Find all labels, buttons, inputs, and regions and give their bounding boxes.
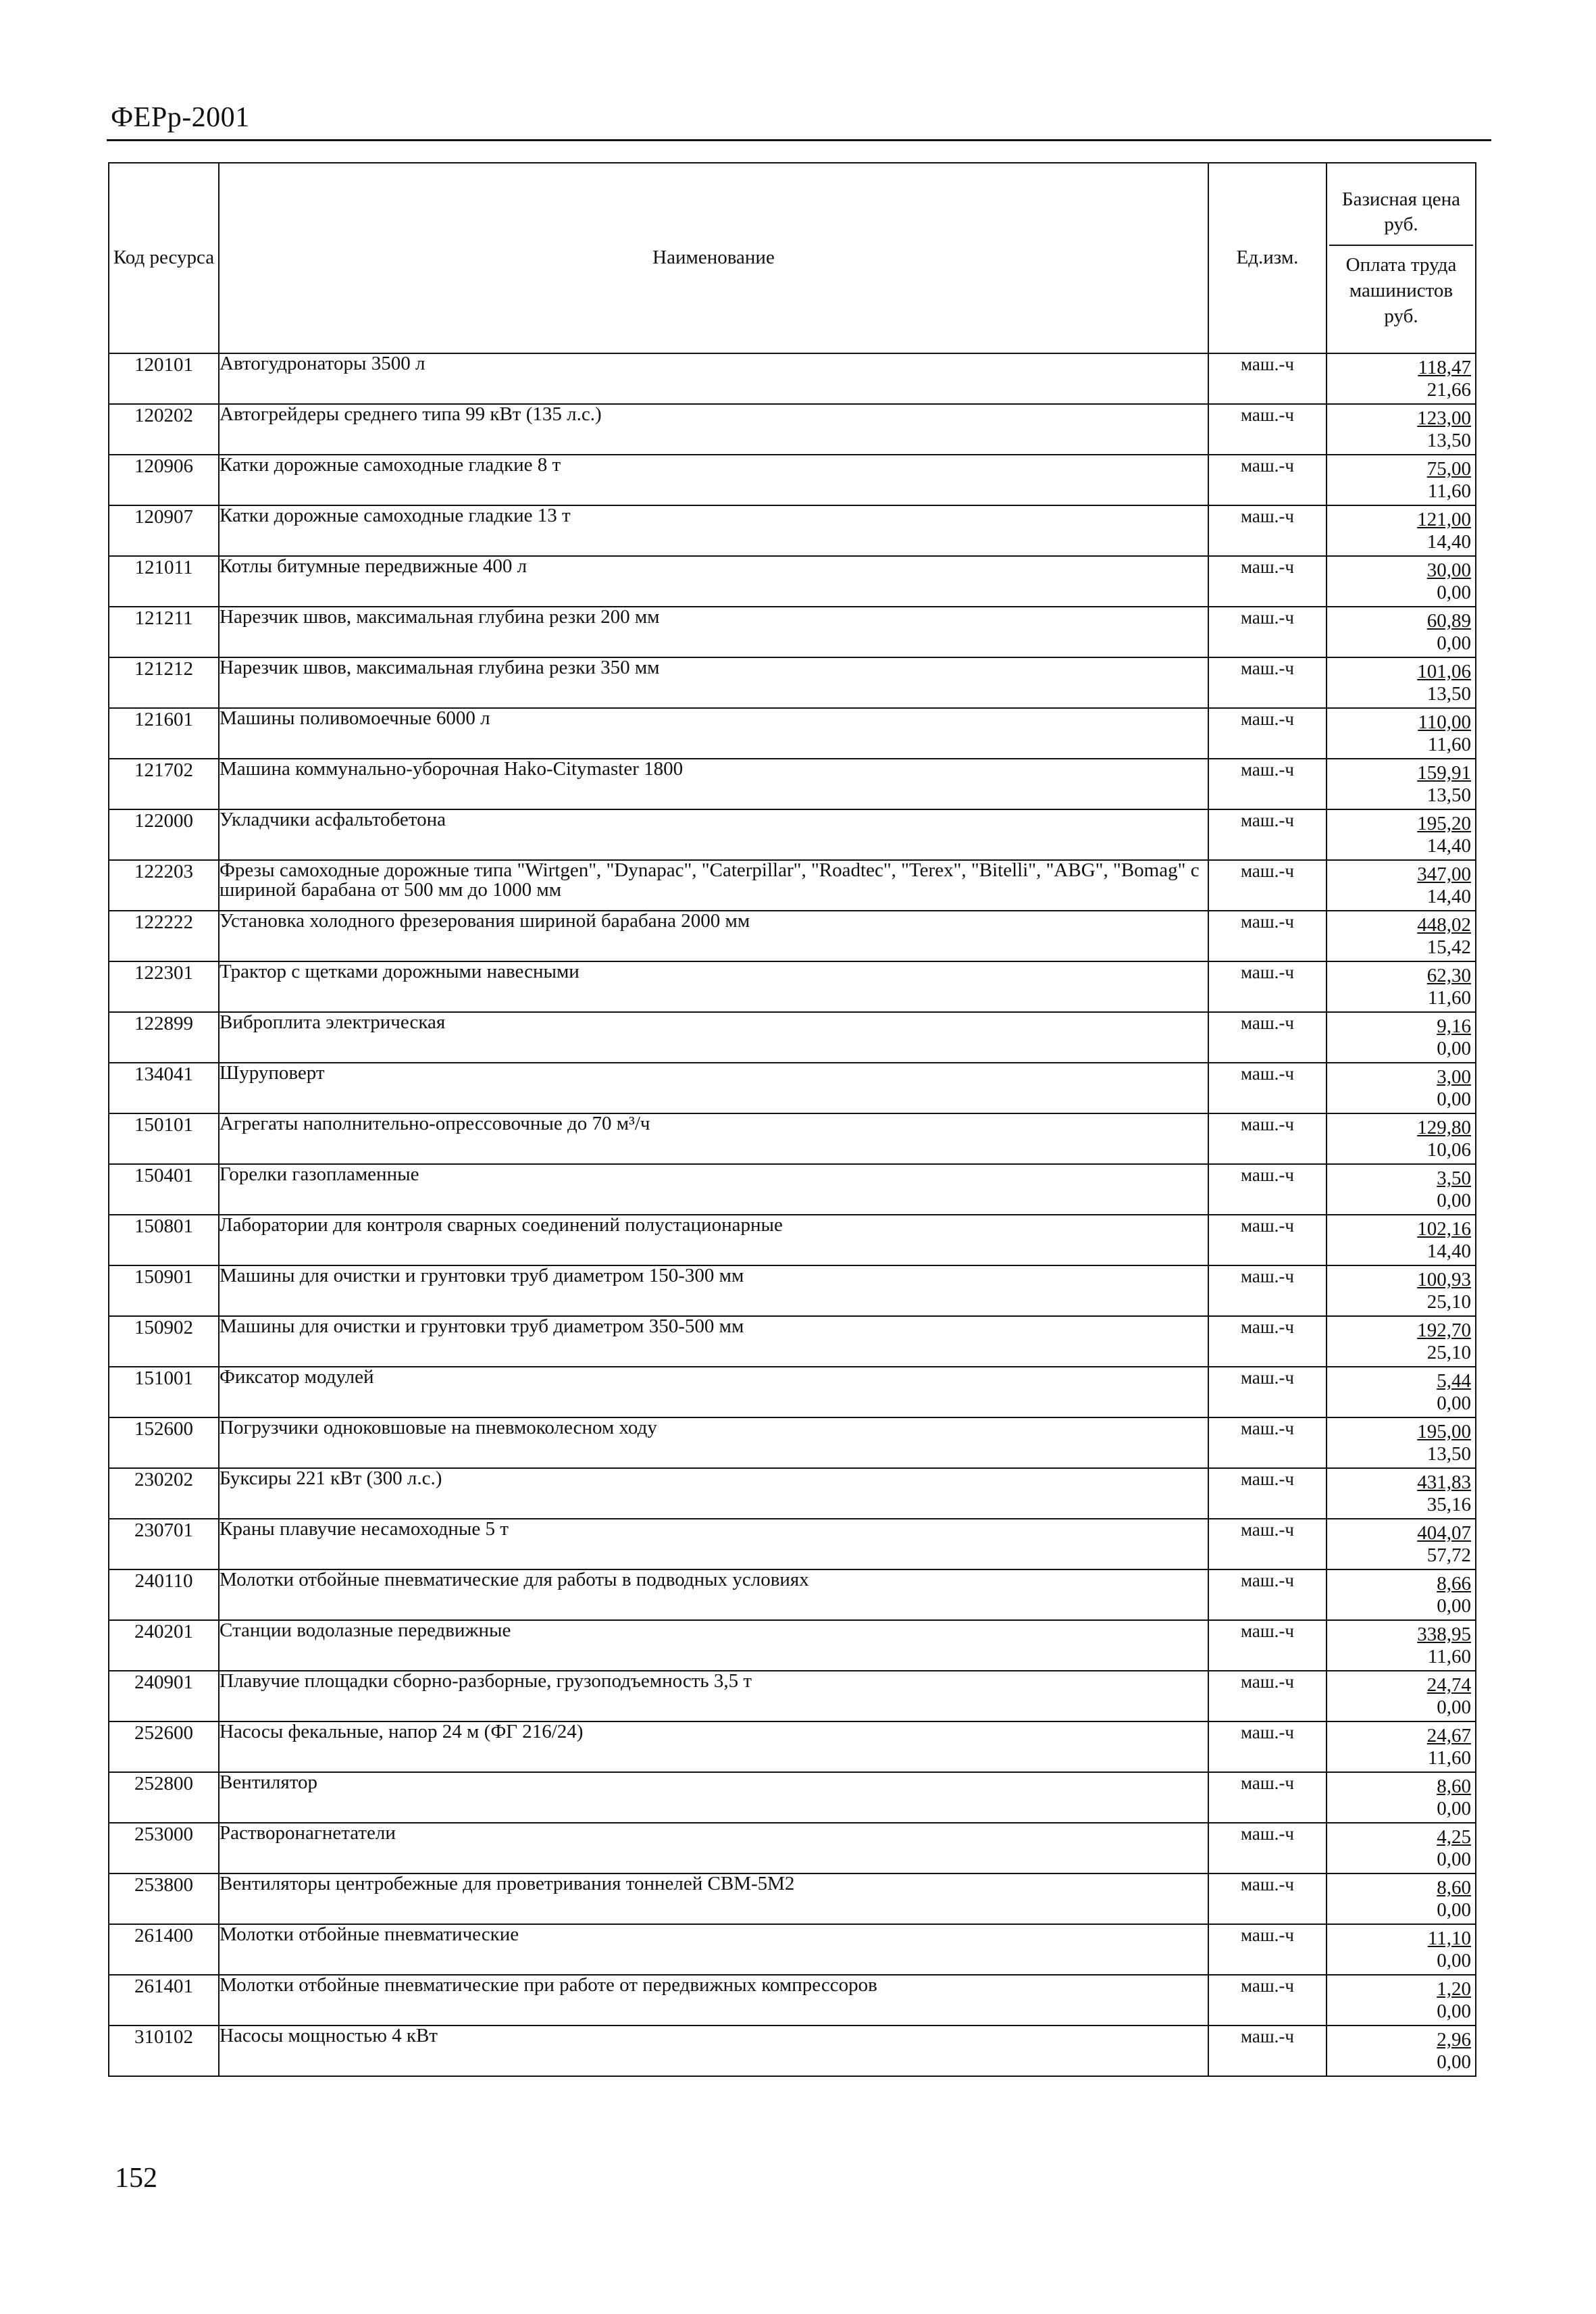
resource-code: 152600 bbox=[109, 1417, 219, 1468]
table-row bbox=[109, 1823, 1476, 1873]
table-row bbox=[109, 1113, 1476, 1164]
labor-cost: 11,60 bbox=[1427, 734, 1471, 756]
resource-price-cell bbox=[1327, 1519, 1476, 1569]
table-row bbox=[109, 759, 1476, 809]
resource-code: 121011 bbox=[109, 556, 219, 607]
table-row bbox=[109, 455, 1476, 505]
resource-name: Буксиры 221 кВт (300 л.с.) bbox=[219, 1468, 1208, 1519]
table-row bbox=[109, 505, 1476, 556]
table-row bbox=[109, 961, 1476, 1012]
resource-unit: маш.-ч bbox=[1208, 353, 1327, 404]
resource-unit: маш.-ч bbox=[1208, 1164, 1327, 1215]
resource-name: Краны плавучие несамоходные 5 т bbox=[219, 1519, 1208, 1569]
base-price: 62,30 bbox=[1426, 965, 1471, 986]
resource-price-cell bbox=[1327, 1975, 1476, 2026]
labor-cost: 0,00 bbox=[1437, 2001, 1471, 2023]
resource-name: Растворонагнетатели bbox=[219, 1823, 1208, 1873]
resource-price-cell bbox=[1327, 1620, 1476, 1671]
resource-name: Насосы мощностью 4 кВт bbox=[219, 2026, 1208, 2076]
resource-code: 122203 bbox=[109, 860, 219, 911]
resource-unit: маш.-ч bbox=[1208, 2026, 1327, 2076]
labor-cost: 13,50 bbox=[1426, 430, 1471, 452]
table-body bbox=[109, 353, 1476, 2076]
base-price: 118,47 bbox=[1418, 357, 1471, 378]
resource-code: 121211 bbox=[109, 607, 219, 657]
labor-cost: 0,00 bbox=[1437, 1392, 1471, 1415]
resource-code: 121601 bbox=[109, 708, 219, 759]
resource-code: 252600 bbox=[109, 1721, 219, 1772]
labor-cost: 14,40 bbox=[1426, 1240, 1471, 1263]
resource-code: 240901 bbox=[109, 1671, 219, 1721]
resource-name: Автогрейдеры среднего типа 99 кВт (135 л.с.) bbox=[219, 404, 1208, 455]
resource-unit: маш.-ч bbox=[1208, 1367, 1327, 1417]
resource-name: Насосы фекальные, напор 24 м (ФГ 216/24) bbox=[219, 1721, 1208, 1772]
table-row bbox=[109, 2026, 1476, 2076]
resource-name: Укладчики асфальтобетона bbox=[219, 809, 1208, 860]
table-row bbox=[109, 708, 1476, 759]
resource-unit: маш.-ч bbox=[1208, 860, 1327, 911]
resource-name: Вентилятор bbox=[219, 1772, 1208, 1823]
resource-code: 121702 bbox=[109, 759, 219, 809]
table-row bbox=[109, 1975, 1476, 2026]
labor-cost: 0,00 bbox=[1437, 582, 1471, 604]
table-row bbox=[109, 1671, 1476, 1721]
resource-unit: маш.-ч bbox=[1208, 1519, 1327, 1569]
resource-unit: маш.-ч bbox=[1208, 1113, 1327, 1164]
resource-name: Виброплита электрическая bbox=[219, 1012, 1208, 1063]
column-header-base-price: Базисная цена руб. bbox=[1329, 187, 1473, 246]
base-price: 159,91 bbox=[1417, 762, 1471, 784]
resource-price-cell bbox=[1327, 2026, 1476, 2076]
labor-cost: 57,72 bbox=[1426, 1544, 1471, 1567]
resource-price-cell bbox=[1327, 1164, 1476, 1215]
resource-code: 120202 bbox=[109, 404, 219, 455]
base-price: 3,50 bbox=[1437, 1167, 1471, 1189]
table-row bbox=[109, 353, 1476, 404]
labor-cost: 14,40 bbox=[1426, 886, 1471, 908]
labor-cost: 14,40 bbox=[1426, 531, 1471, 553]
resource-unit: маш.-ч bbox=[1208, 759, 1327, 809]
resource-unit: маш.-ч bbox=[1208, 1063, 1327, 1113]
resource-price-cell bbox=[1327, 607, 1476, 657]
resource-code: 134041 bbox=[109, 1063, 219, 1113]
labor-cost: 21,66 bbox=[1426, 379, 1471, 401]
labor-cost: 0,00 bbox=[1437, 2051, 1471, 2073]
table-row bbox=[109, 1265, 1476, 1316]
base-price: 2,96 bbox=[1437, 2029, 1471, 2051]
table-row bbox=[109, 860, 1476, 911]
labor-cost: 14,40 bbox=[1426, 835, 1471, 857]
resource-name: Машины для очистки и грунтовки труб диаметром 150-300 мм bbox=[219, 1265, 1208, 1316]
table-row bbox=[109, 809, 1476, 860]
resource-price-cell bbox=[1327, 1772, 1476, 1823]
resource-price-cell bbox=[1327, 1316, 1476, 1367]
labor-cost: 11,60 bbox=[1427, 1747, 1471, 1769]
resource-price-cell bbox=[1327, 1265, 1476, 1316]
base-price: 1,20 bbox=[1437, 1978, 1471, 2000]
resource-name: Шуруповерт bbox=[219, 1063, 1208, 1113]
base-price: 121,00 bbox=[1417, 509, 1471, 530]
column-header-name: Наименование bbox=[219, 163, 1208, 353]
labor-cost: 0,00 bbox=[1437, 1798, 1471, 1820]
resource-code: 310102 bbox=[109, 2026, 219, 2076]
resource-price-cell bbox=[1327, 809, 1476, 860]
labor-cost: 0,00 bbox=[1437, 1190, 1471, 1212]
resource-unit: маш.-ч bbox=[1208, 809, 1327, 860]
resource-name: Катки дорожные самоходные гладкие 8 т bbox=[219, 455, 1208, 505]
base-price: 4,25 bbox=[1437, 1826, 1471, 1848]
resource-price-cell bbox=[1327, 1671, 1476, 1721]
labor-cost: 11,60 bbox=[1427, 987, 1471, 1009]
table-row bbox=[109, 1063, 1476, 1113]
labor-cost: 13,50 bbox=[1426, 1443, 1471, 1465]
resource-code: 253000 bbox=[109, 1823, 219, 1873]
resource-code: 150801 bbox=[109, 1215, 219, 1265]
resource-unit: маш.-ч bbox=[1208, 708, 1327, 759]
resource-code: 230701 bbox=[109, 1519, 219, 1569]
base-price: 110,00 bbox=[1418, 711, 1471, 733]
resource-name: Машины поливомоечные 6000 л bbox=[219, 708, 1208, 759]
resource-code: 261400 bbox=[109, 1924, 219, 1975]
document-title: ФЕРр-2001 bbox=[111, 102, 250, 133]
resource-name: Лаборатории для контроля сварных соединений полустационарные bbox=[219, 1215, 1208, 1265]
table-row bbox=[109, 911, 1476, 961]
labor-cost: 25,10 bbox=[1426, 1291, 1471, 1313]
resource-code: 230202 bbox=[109, 1468, 219, 1519]
resource-code: 122301 bbox=[109, 961, 219, 1012]
resource-code: 122000 bbox=[109, 809, 219, 860]
table-header-row bbox=[109, 163, 1476, 353]
base-price: 75,00 bbox=[1426, 458, 1471, 480]
resource-price-cell bbox=[1327, 961, 1476, 1012]
resource-unit: маш.-ч bbox=[1208, 1873, 1327, 1924]
resource-price-cell bbox=[1327, 1417, 1476, 1468]
table-row bbox=[109, 1468, 1476, 1519]
resource-unit: маш.-ч bbox=[1208, 455, 1327, 505]
base-price: 24,67 bbox=[1426, 1725, 1471, 1746]
resource-unit: маш.-ч bbox=[1208, 1823, 1327, 1873]
base-price: 101,06 bbox=[1417, 661, 1471, 682]
table-row bbox=[109, 556, 1476, 607]
resource-price-cell bbox=[1327, 404, 1476, 455]
resource-name: Установка холодного фрезерования шириной барабана 2000 мм bbox=[219, 911, 1208, 961]
base-price: 102,16 bbox=[1417, 1218, 1471, 1240]
resource-code: 252800 bbox=[109, 1772, 219, 1823]
resource-code: 240201 bbox=[109, 1620, 219, 1671]
base-price: 3,00 bbox=[1437, 1066, 1471, 1088]
base-price: 404,07 bbox=[1417, 1522, 1471, 1544]
labor-cost: 0,00 bbox=[1437, 1595, 1471, 1617]
page-number: 152 bbox=[115, 2163, 157, 2194]
resource-price-cell bbox=[1327, 1367, 1476, 1417]
resource-unit: маш.-ч bbox=[1208, 556, 1327, 607]
resource-unit: маш.-ч bbox=[1208, 911, 1327, 961]
base-price: 448,02 bbox=[1417, 914, 1471, 936]
labor-cost: 11,60 bbox=[1427, 480, 1471, 503]
resource-price-cell bbox=[1327, 1468, 1476, 1519]
table-row bbox=[109, 1569, 1476, 1620]
labor-cost: 10,06 bbox=[1426, 1139, 1471, 1161]
labor-cost: 0,00 bbox=[1437, 1899, 1471, 1921]
labor-cost: 0,00 bbox=[1437, 1696, 1471, 1719]
resource-price-cell bbox=[1327, 1012, 1476, 1063]
resource-name: Горелки газопламенные bbox=[219, 1164, 1208, 1215]
resource-code: 122899 bbox=[109, 1012, 219, 1063]
base-price: 192,70 bbox=[1417, 1319, 1471, 1341]
resource-price-cell bbox=[1327, 759, 1476, 809]
base-price: 60,89 bbox=[1426, 610, 1471, 632]
base-price: 123,00 bbox=[1417, 407, 1471, 429]
labor-cost: 15,42 bbox=[1426, 936, 1471, 959]
resource-price-cell bbox=[1327, 556, 1476, 607]
resource-unit: маш.-ч bbox=[1208, 1265, 1327, 1316]
resource-code: 150101 bbox=[109, 1113, 219, 1164]
resource-price-cell bbox=[1327, 860, 1476, 911]
resource-code: 122222 bbox=[109, 911, 219, 961]
table-row bbox=[109, 1620, 1476, 1671]
labor-cost: 11,60 bbox=[1427, 1646, 1471, 1668]
resource-code: 253800 bbox=[109, 1873, 219, 1924]
column-header-labor-cost: Оплата труда машинистов руб. bbox=[1345, 254, 1457, 327]
base-price: 24,74 bbox=[1426, 1674, 1471, 1696]
resource-name: Молотки отбойные пневматические при работе от передвижных компрессоров bbox=[219, 1975, 1208, 2026]
resource-unit: маш.-ч bbox=[1208, 1569, 1327, 1620]
resource-name: Машины для очистки и грунтовки труб диаметром 350-500 мм bbox=[219, 1316, 1208, 1367]
base-price: 8,66 bbox=[1437, 1573, 1471, 1594]
resource-unit: маш.-ч bbox=[1208, 657, 1327, 708]
resource-code: 150902 bbox=[109, 1316, 219, 1367]
resource-name: Молотки отбойные пневматические bbox=[219, 1924, 1208, 1975]
resource-code: 150901 bbox=[109, 1265, 219, 1316]
resource-name: Фиксатор модулей bbox=[219, 1367, 1208, 1417]
base-price: 30,00 bbox=[1426, 559, 1471, 581]
resource-price-cell bbox=[1327, 1924, 1476, 1975]
header-divider bbox=[107, 139, 1491, 141]
base-price: 195,20 bbox=[1417, 813, 1471, 834]
resource-unit: маш.-ч bbox=[1208, 1620, 1327, 1671]
resource-name: Машина коммунально-уборочная Hako-Citymaster 1800 bbox=[219, 759, 1208, 809]
resource-price-cell bbox=[1327, 708, 1476, 759]
resource-code: 121212 bbox=[109, 657, 219, 708]
resource-name: Трактор с щетками дорожными навесными bbox=[219, 961, 1208, 1012]
resource-unit: маш.-ч bbox=[1208, 961, 1327, 1012]
table-row bbox=[109, 1164, 1476, 1215]
resource-price-cell bbox=[1327, 353, 1476, 404]
resource-unit: маш.-ч bbox=[1208, 404, 1327, 455]
resource-price-cell bbox=[1327, 455, 1476, 505]
resource-price-cell bbox=[1327, 1215, 1476, 1265]
resource-unit: маш.-ч bbox=[1208, 1924, 1327, 1975]
base-price: 9,16 bbox=[1437, 1015, 1471, 1037]
resource-code: 151001 bbox=[109, 1367, 219, 1417]
resource-code: 120907 bbox=[109, 505, 219, 556]
resource-unit: маш.-ч bbox=[1208, 1215, 1327, 1265]
table-row bbox=[109, 607, 1476, 657]
resource-price-cell bbox=[1327, 657, 1476, 708]
table-row bbox=[109, 1873, 1476, 1924]
resource-code: 240110 bbox=[109, 1569, 219, 1620]
labor-cost: 0,00 bbox=[1437, 1038, 1471, 1060]
table-row bbox=[109, 1367, 1476, 1417]
resource-name: Погрузчики одноковшовые на пневмоколесном ходу bbox=[219, 1417, 1208, 1468]
resource-unit: маш.-ч bbox=[1208, 1975, 1327, 2026]
labor-cost: 0,00 bbox=[1437, 1088, 1471, 1111]
table-row bbox=[109, 404, 1476, 455]
base-price: 431,83 bbox=[1417, 1472, 1471, 1493]
resource-price-cell bbox=[1327, 1063, 1476, 1113]
resource-price-cell bbox=[1327, 1823, 1476, 1873]
resource-name: Фрезы самоходные дорожные типа "Wirtgen", "Dynapac", "Caterpillar", "Roadtec", "Terex", "Bitelli", "ABG", "Bomag" с шириной барабана от 500 мм до 1000 мм bbox=[219, 860, 1208, 911]
base-price: 347,00 bbox=[1417, 863, 1471, 885]
column-header-price bbox=[1327, 163, 1476, 353]
resource-unit: маш.-ч bbox=[1208, 1316, 1327, 1367]
base-price: 100,93 bbox=[1417, 1269, 1471, 1290]
resource-unit: маш.-ч bbox=[1208, 1671, 1327, 1721]
resource-name: Агрегаты наполнительно-опрессовочные до 70 м³/ч bbox=[219, 1113, 1208, 1164]
labor-cost: 0,00 bbox=[1437, 1950, 1471, 1972]
base-price: 11,10 bbox=[1427, 1928, 1471, 1949]
column-header-code: Код ресурса bbox=[109, 163, 219, 353]
labor-cost: 0,00 bbox=[1437, 632, 1471, 655]
base-price: 5,44 bbox=[1437, 1370, 1471, 1392]
resource-unit: маш.-ч bbox=[1208, 1468, 1327, 1519]
table-row bbox=[109, 1012, 1476, 1063]
table-row bbox=[109, 1316, 1476, 1367]
resource-name: Катки дорожные самоходные гладкие 13 т bbox=[219, 505, 1208, 556]
resource-table bbox=[108, 162, 1476, 2077]
resource-code: 261401 bbox=[109, 1975, 219, 2026]
resource-name: Молотки отбойные пневматические для работы в подводных условиях bbox=[219, 1569, 1208, 1620]
resource-name: Котлы битумные передвижные 400 л bbox=[219, 556, 1208, 607]
resource-price-cell bbox=[1327, 1113, 1476, 1164]
base-price: 195,00 bbox=[1417, 1421, 1471, 1442]
base-price: 338,95 bbox=[1417, 1624, 1471, 1645]
resource-unit: маш.-ч bbox=[1208, 505, 1327, 556]
table-row bbox=[109, 1215, 1476, 1265]
table-row bbox=[109, 657, 1476, 708]
resource-unit: маш.-ч bbox=[1208, 1417, 1327, 1468]
resource-code: 120906 bbox=[109, 455, 219, 505]
table-row bbox=[109, 1417, 1476, 1468]
resource-price-cell bbox=[1327, 1569, 1476, 1620]
resource-price-cell bbox=[1327, 1873, 1476, 1924]
base-price: 8,60 bbox=[1437, 1877, 1471, 1898]
labor-cost: 13,50 bbox=[1426, 784, 1471, 807]
resource-name: Автогудронаторы 3500 л bbox=[219, 353, 1208, 404]
base-price: 129,80 bbox=[1417, 1117, 1471, 1138]
resource-price-cell bbox=[1327, 911, 1476, 961]
column-header-unit: Ед.изм. bbox=[1208, 163, 1327, 353]
table-row bbox=[109, 1924, 1476, 1975]
resource-name: Нарезчик швов, максимальная глубина резки 350 мм bbox=[219, 657, 1208, 708]
resource-name: Станции водолазные передвижные bbox=[219, 1620, 1208, 1671]
table-row bbox=[109, 1772, 1476, 1823]
labor-cost: 0,00 bbox=[1437, 1848, 1471, 1871]
labor-cost: 35,16 bbox=[1426, 1494, 1471, 1516]
table-row bbox=[109, 1721, 1476, 1772]
table-row bbox=[109, 1519, 1476, 1569]
resource-unit: маш.-ч bbox=[1208, 1772, 1327, 1823]
base-price: 8,60 bbox=[1437, 1776, 1471, 1797]
resource-name: Вентиляторы центробежные для проветривания тоннелей СВМ-5М2 bbox=[219, 1873, 1208, 1924]
resource-code: 150401 bbox=[109, 1164, 219, 1215]
resource-price-cell bbox=[1327, 1721, 1476, 1772]
labor-cost: 25,10 bbox=[1426, 1342, 1471, 1364]
resource-name: Плавучие площадки сборно-разборные, грузоподъемность 3,5 т bbox=[219, 1671, 1208, 1721]
resource-unit: маш.-ч bbox=[1208, 607, 1327, 657]
labor-cost: 13,50 bbox=[1426, 683, 1471, 705]
resource-name: Нарезчик швов, максимальная глубина резки 200 мм bbox=[219, 607, 1208, 657]
resource-price-cell bbox=[1327, 505, 1476, 556]
resource-unit: маш.-ч bbox=[1208, 1721, 1327, 1772]
resource-unit: маш.-ч bbox=[1208, 1012, 1327, 1063]
resource-code: 120101 bbox=[109, 353, 219, 404]
